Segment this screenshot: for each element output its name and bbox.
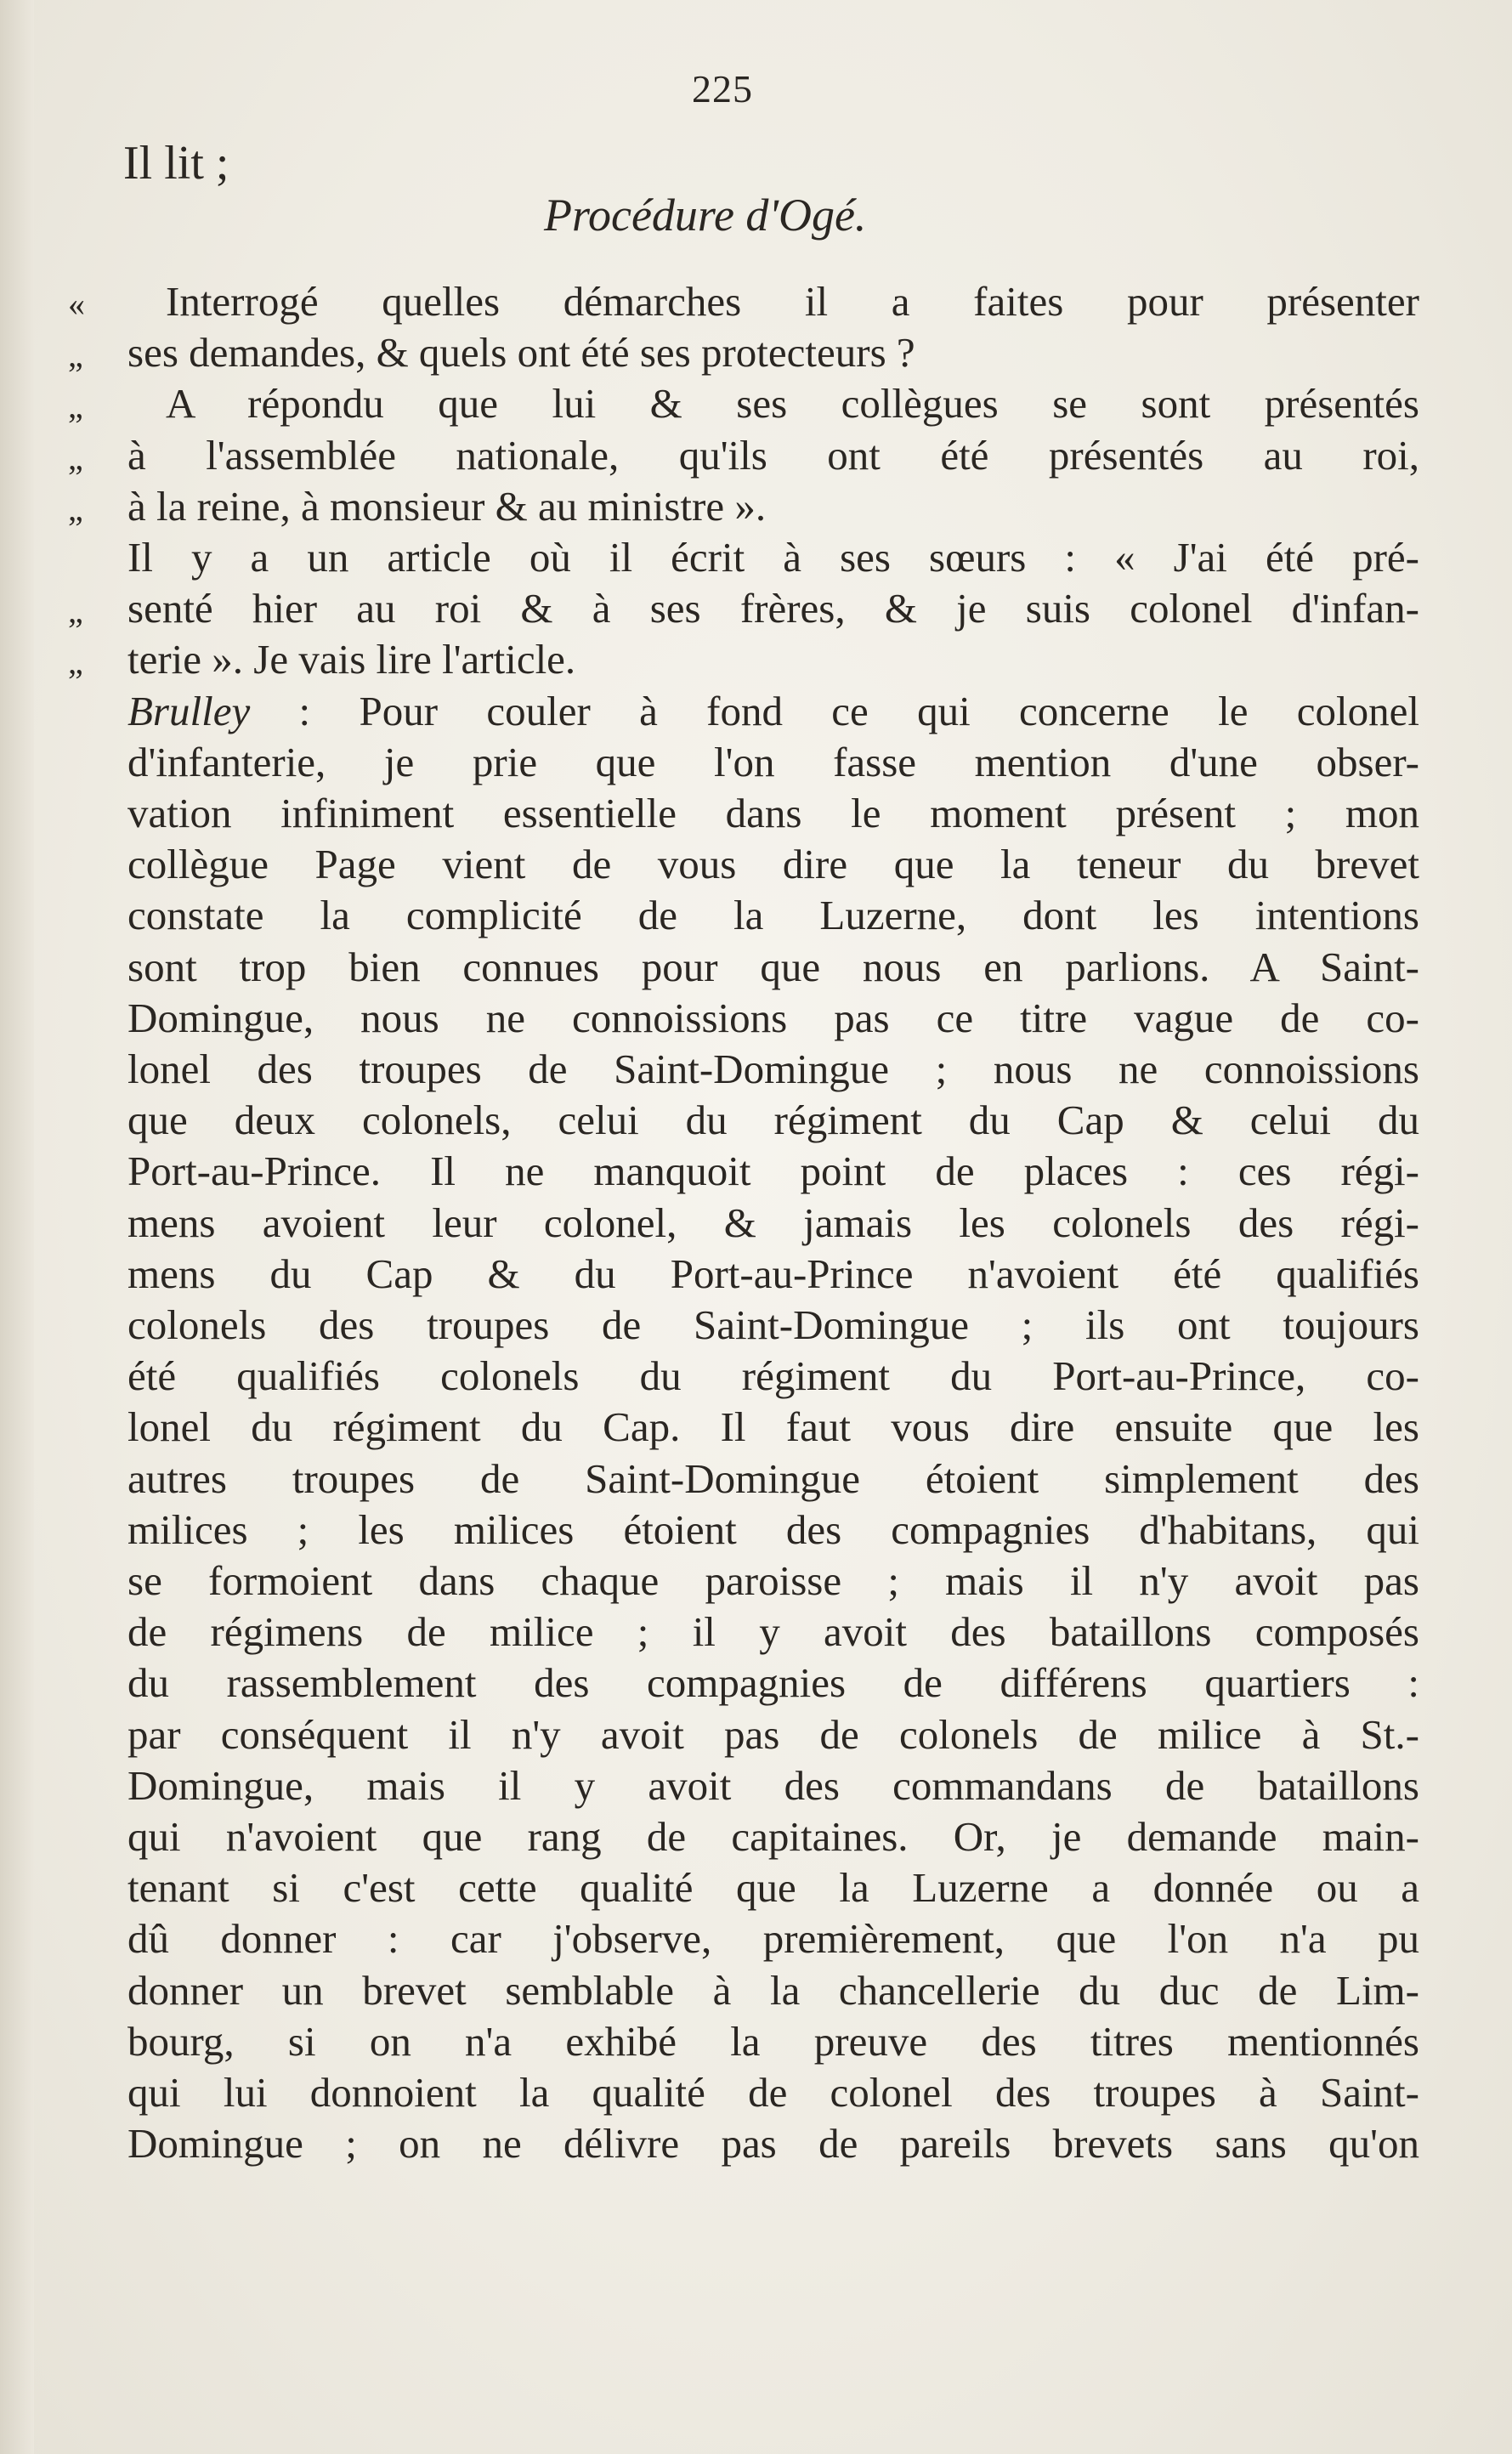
page-spine-shadow: [0, 0, 34, 2454]
line-text: terie ». Je vais lire l'article.: [127, 636, 576, 683]
text-line: [68, 1505, 1445, 1556]
text-line: [68, 1351, 1445, 1402]
text-line: [68, 327, 1445, 378]
line-text: mens avoient leur colonel, & jamais les colonels des régi-: [127, 1199, 1419, 1246]
text-line: [68, 1607, 1445, 1658]
text-line: [68, 1811, 1445, 1862]
text-line: [68, 1146, 1445, 1197]
line-text: tenant si c'est cette qualité que la Luzerne a donnée ou a: [127, 1864, 1419, 1912]
line-text: Domingue, mais il y avoit des commandans de bataillons: [127, 1761, 1419, 1809]
text-line: [68, 1454, 1445, 1505]
quote-mark: „: [68, 643, 83, 682]
text-line: [68, 1198, 1445, 1249]
line-text: lonel du régiment du Cap. Il faut vous dire ensuite que les: [127, 1403, 1419, 1451]
text-line: [68, 1556, 1445, 1607]
line-text: vation infiniment essentielle dans le moment présent ; mon: [127, 790, 1419, 836]
quote-mark: „: [68, 438, 83, 477]
quote-mark: „: [68, 387, 83, 426]
line-text: milices ; les milices étoient des compagnies d'habitans, qui: [127, 1505, 1419, 1553]
text-line: [68, 1965, 1445, 2016]
line-text: A répondu que lui & ses collègues se sont présentés: [166, 380, 1419, 428]
text-line: [68, 942, 1445, 993]
text-line: [68, 532, 1445, 583]
line-text: senté hier au roi & à ses frères, & je suis colonel d'infan-: [127, 585, 1419, 632]
quote-mark: «: [68, 285, 85, 323]
line-text: collègue Page vient de vous dire que la teneur du brevet: [127, 841, 1419, 888]
quote-mark: „: [68, 592, 83, 631]
text-line: [68, 1249, 1445, 1300]
line-text: à l'assemblée nationale, qu'ils ont été présentés au roi,: [127, 431, 1419, 479]
line-text: qui lui donnoient la qualité de colonel des troupes à Saint-: [127, 2069, 1419, 2116]
text-line: [68, 1300, 1445, 1351]
speaker-intro: Il lit ;: [123, 137, 229, 190]
text-line: [68, 378, 1445, 429]
text-line: [68, 276, 1445, 327]
text-line: [68, 686, 1445, 737]
text-line: [68, 890, 1445, 941]
text-line: [68, 1402, 1445, 1453]
line-text: Domingue ; on ne délivre pas de pareils brevets sans qu'on: [127, 2120, 1419, 2168]
line-text: autres troupes de Saint-Domingue étoient simplement des: [127, 1454, 1419, 1502]
line-text: Brulley : Pour couler à fond ce qui concerne le colonel: [127, 687, 1419, 734]
text-line: [68, 1709, 1445, 1760]
line-text: sont trop bien connues pour que nous en parlions. A Saint-: [127, 943, 1419, 990]
text-line: [68, 2067, 1445, 2118]
line-text: Interrogé quelles démarches il a faites pour présenter: [166, 278, 1419, 325]
text-line: [68, 737, 1445, 788]
text-line: [68, 788, 1445, 839]
section-title: Procédure d'Ogé.: [544, 190, 867, 241]
text-line: [68, 583, 1445, 634]
line-text: Il y a un article où il écrit à ses sœurs : « J'ai été pré-: [127, 534, 1419, 581]
line-text: par conséquent il n'y avoit pas de colonels de milice à St.-: [127, 1710, 1419, 1758]
text-line: [68, 2118, 1445, 2169]
text-line: [68, 1044, 1445, 1095]
text-line: [68, 1095, 1445, 1146]
page-number: 225: [692, 67, 753, 111]
text-line: [68, 430, 1445, 481]
text-line: [68, 1862, 1445, 1913]
line-text: qui n'avoient que rang de capitaines. Or, je demande main-: [127, 1813, 1419, 1860]
line-text: donner un brevet semblable à la chancellerie du duc de Lim-: [127, 1966, 1419, 2014]
text-line: [68, 2016, 1445, 2067]
quote-mark: „: [68, 336, 83, 375]
line-text: Domingue, nous ne connoissions pas ce titre vague de co-: [127, 994, 1419, 1041]
line-text: Port-au-Prince. Il ne manquoit point de places : ces régi-: [127, 1148, 1419, 1195]
quote-mark: „: [68, 489, 83, 528]
line-text: se formoient dans chaque paroisse ; mais il n'y avoit pas: [127, 1557, 1419, 1604]
line-text: à la reine, à monsieur & au ministre ».: [127, 482, 767, 530]
text-line: [68, 1760, 1445, 1811]
line-text: lonel des troupes de Saint-Domingue ; nous ne connoissions: [127, 1046, 1419, 1092]
line-text: de régimens de milice ; il y avoit des bataillons composés: [127, 1608, 1419, 1656]
line-text: d'infanterie, je prie que l'on fasse mention d'une obser-: [127, 738, 1419, 785]
text-line: [68, 1658, 1445, 1709]
line-text: ses demandes, & quels ont été ses protecteurs ?: [127, 329, 915, 377]
line-text: été qualifiés colonels du régiment du Port-au-Prince, co-: [127, 1352, 1419, 1400]
text-line: [68, 634, 1445, 685]
line-text: du rassemblement des compagnies de différens quartiers :: [127, 1659, 1419, 1707]
text-line: [68, 993, 1445, 1044]
line-text: dû donner : car j'observe, premièrement, que l'on n'a pu: [127, 1915, 1419, 1963]
line-text: constate la complicité de la Luzerne, dont les intentions: [127, 892, 1419, 939]
text-line: [68, 1913, 1445, 1964]
line-text: colonels des troupes de Saint-Domingue ; ils ont toujours: [127, 1301, 1419, 1348]
line-text: bourg, si on n'a exhibé la preuve des titres mentionnés: [127, 2017, 1419, 2065]
line-text: mens du Cap & du Port-au-Prince n'avoient été qualifiés: [127, 1250, 1419, 1297]
text-line: [68, 481, 1445, 532]
line-text: que deux colonels, celui du régiment du Cap & celui du: [127, 1097, 1419, 1144]
text-line: [68, 839, 1445, 890]
